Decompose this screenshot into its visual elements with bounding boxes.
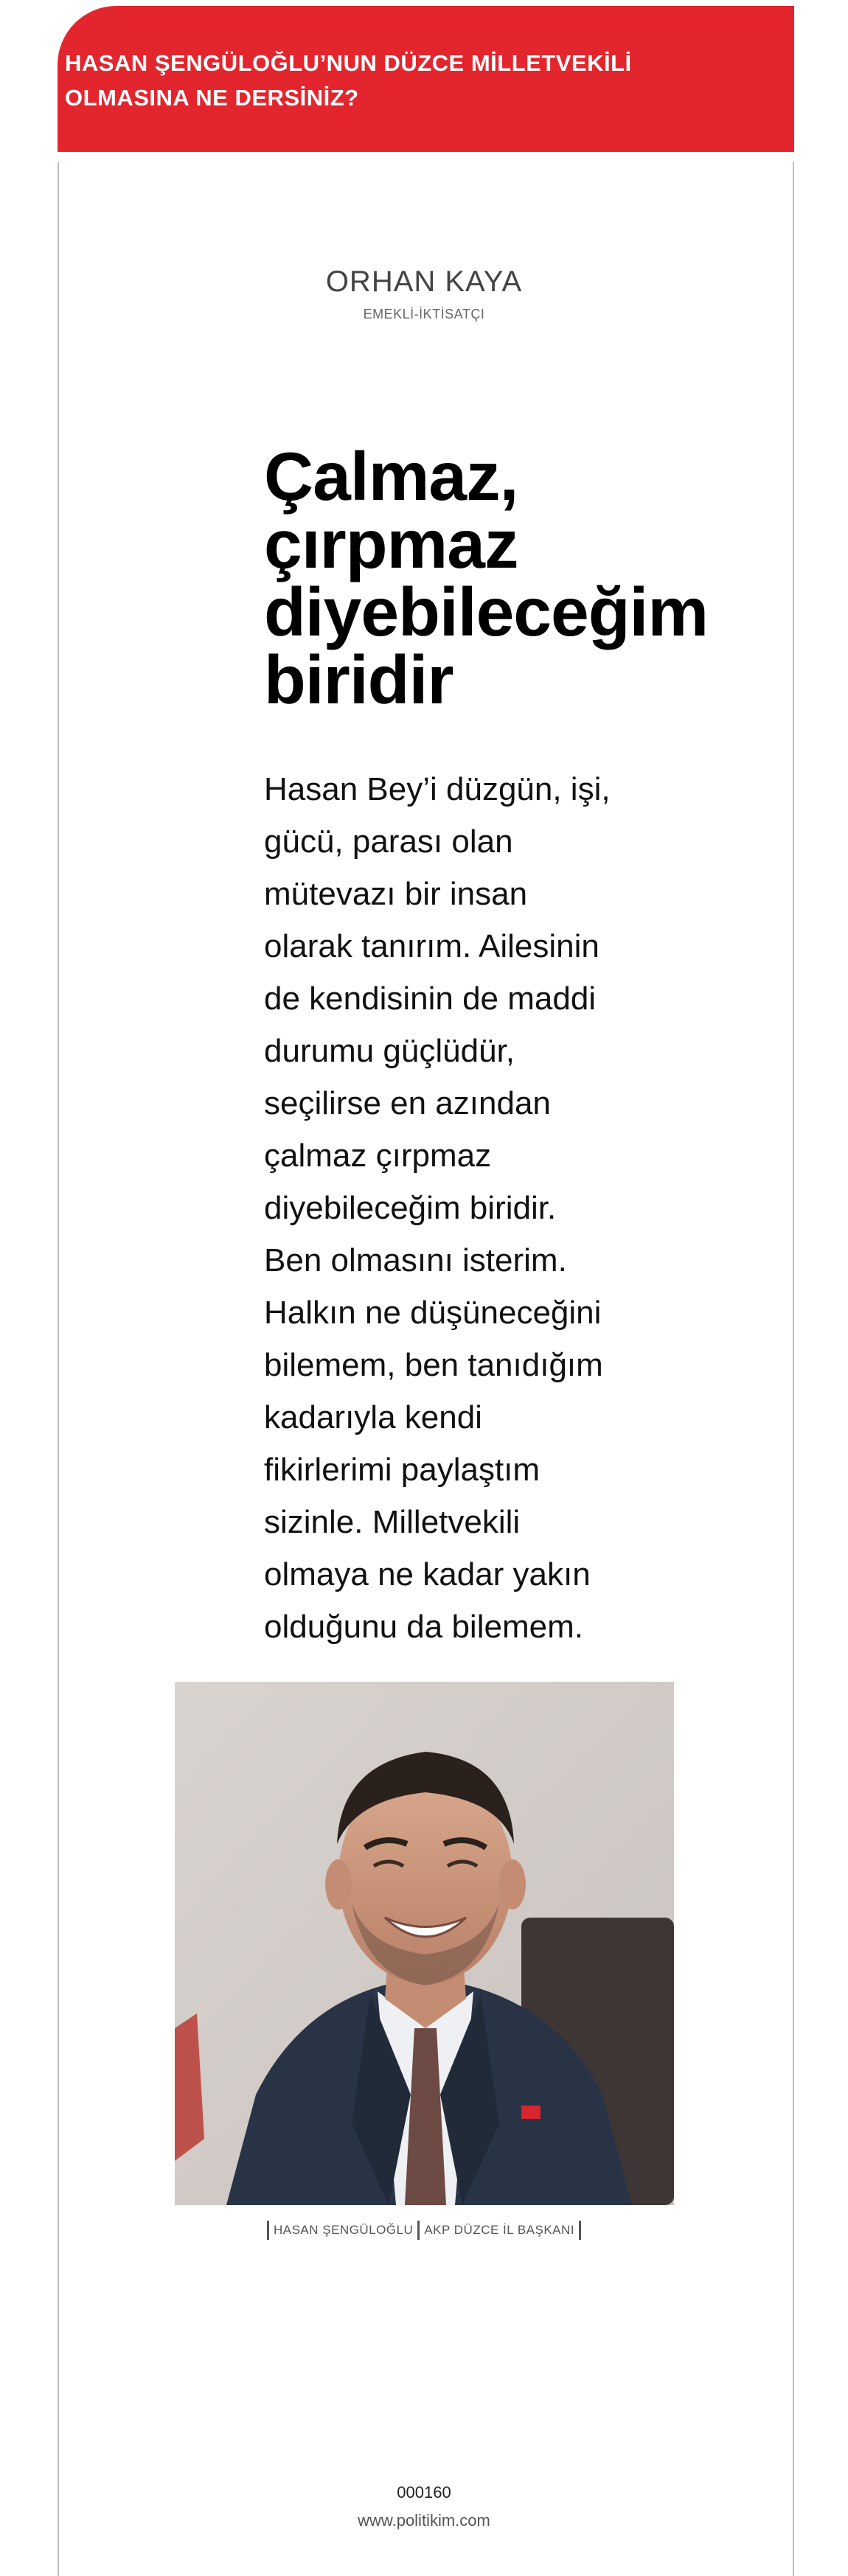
caption-title: AKP DÜZCE İL BAŞKANI bbox=[424, 2223, 575, 2237]
caption-divider bbox=[267, 2221, 269, 2240]
photo-caption bbox=[0, 2221, 848, 2240]
portrait-photo bbox=[175, 1682, 674, 2205]
caption-divider bbox=[417, 2221, 420, 2240]
article-headline: Çalmaz, çırpmaz diyebileceğim biridir bbox=[264, 438, 709, 718]
caption-divider bbox=[579, 2221, 581, 2240]
author-role: EMEKLİ-İKTİSATÇI bbox=[363, 307, 485, 321]
page-number: 000160 bbox=[397, 2483, 451, 2502]
article-body: Hasan Bey’i düzgün, işi, gücü, parası olan mütevazı bir insan olarak tanırım. Ailesinin de kendisinin de maddi durumu güçlüdür, seçilirse en azından çalmaz çırpmaz diyebileceğim biridir. Ben olmasını isterim. Halkın ne düşüneceğini bilemem, ben tanıdığım kadarıyla kendi fikirlerimi paylaştım sizinle. Milletvekili olmaya ne kadar yakın olduğunu da bilemem. bbox=[264, 771, 611, 1645]
author-name: ORHAN KAYA bbox=[325, 265, 523, 298]
caption-name: HASAN ŞENGÜLOĞLU bbox=[273, 2223, 414, 2237]
page-frame-right bbox=[793, 162, 794, 2576]
site-url[interactable]: www.politikim.com bbox=[358, 2511, 490, 2530]
page-frame-left bbox=[58, 162, 59, 2576]
header-title: HASAN ŞENGÜLOĞLU’NUN DÜZCE MİLLETVEKİLİ OLMASINA NE DERSİNİZ? bbox=[65, 50, 632, 111]
